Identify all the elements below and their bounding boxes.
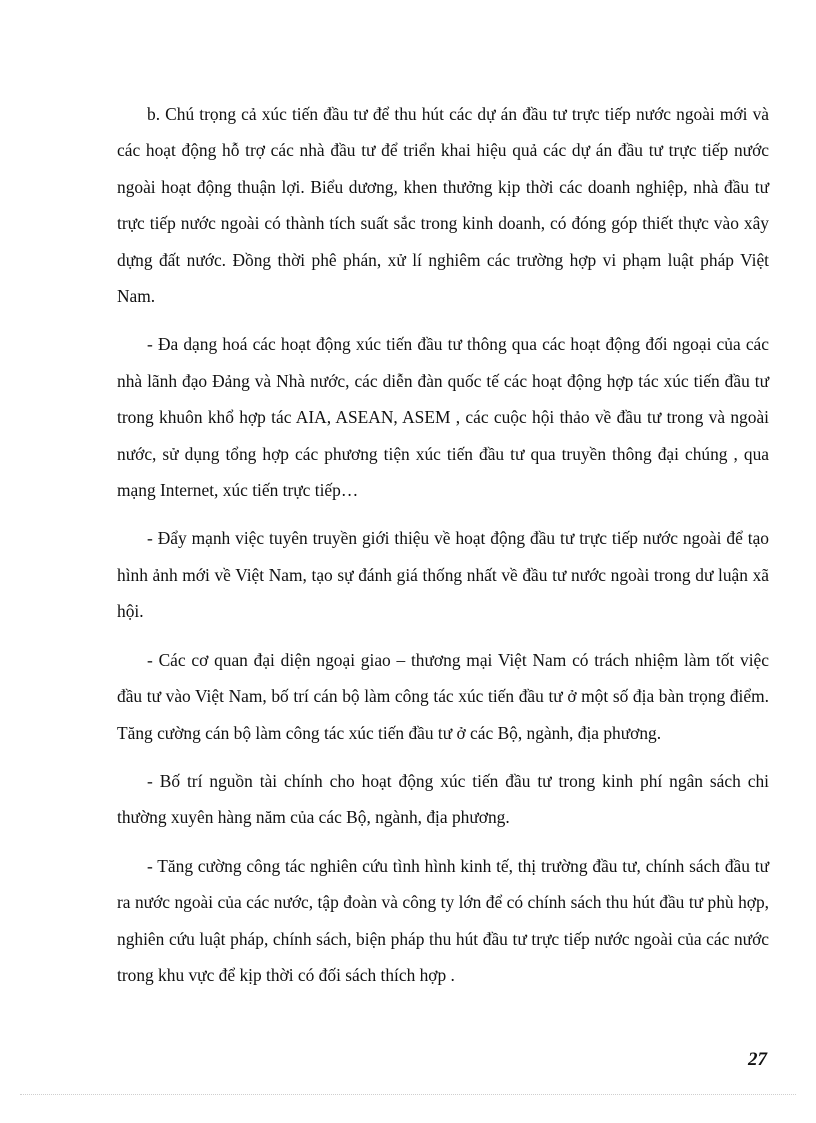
paragraph-research: - Tăng cường công tác nghiên cứu tình hình kinh tế, thị trường đầu tư, chính sách đầu tư ra nước ngoài của các nước, tập đoàn và công ty lớn để có chính sách thu hút đầu tư phù hợp, nghiên cứu luật pháp, chính sách, biện pháp thu hút đầu tư trực tiếp nước ngoài của các nước trong khu vực để kịp thời có đối sách thích hợp . [117, 855, 769, 985]
paragraph-financial-resources: - Bố trí nguồn tài chính cho hoạt động xúc tiến đầu tư trong kinh phí ngân sách chi thường xuyên hàng năm của các Bộ, ngành, địa phương. [117, 770, 769, 828]
footer-divider [20, 1094, 796, 1095]
page-number: 27 [748, 1049, 767, 1070]
paragraph-diversify-promotion: - Đa dạng hoá các hoạt động xúc tiến đầu tư thông qua các hoạt động đối ngoại của các nhà lãnh đạo Đảng và Nhà nước, các diễn đàn quốc tế các hoạt động hợp tác xúc tiến đầu tư trong khuôn khổ hợp tác AIA, ASEAN, ASEM , các cuộc hội thảo về đầu tư trong và ngoài nước, sử dụng tổng hợp các phương tiện xúc tiến đầu tư qua truyền thông đại chúng , qua mạng Internet, xúc tiến trực tiếp… [117, 334, 769, 501]
paragraph-diplomatic-agencies: - Các cơ quan đại diện ngoại giao – thương mại Việt Nam có trách nhiệm làm tốt việc đầu tư vào Việt Nam, bố trí cán bộ làm công tác xúc tiến đầu tư ở một số địa bàn trọng điểm. Tăng cường cán bộ làm công tác xúc tiến đầu tư ở các Bộ, ngành, địa phương. [117, 649, 769, 743]
document-body [117, 96, 769, 1005]
paragraph-investment-promotion-focus: b. Chú trọng cả xúc tiến đầu tư để thu hút các dự án đầu tư trực tiếp nước ngoài mới và các hoạt động hỗ trợ các nhà đầu tư để triển khai hiệu quả các dự án đầu tư trực tiếp nước ngoài hoạt động thuận lợi. Biểu dương, khen thưởng kịp thời các doanh nghiệp, nhà đầu tư trực tiếp nước ngoài có thành tích suất sắc trong kinh doanh, có đóng góp thiết thực vào xây dựng đất nước. Đồng thời phê phán, xử lí nghiêm các trường hợp vi phạm luật pháp Việt Nam. [117, 104, 769, 307]
paragraph-propaganda: - Đẩy mạnh việc tuyên truyền giới thiệu về hoạt động đầu tư trực tiếp nước ngoài để tạo hình ảnh mới về Việt Nam, tạo sự đánh giá thống nhất về đầu tư nước ngoài trong dư luận xã hội. [117, 528, 769, 622]
